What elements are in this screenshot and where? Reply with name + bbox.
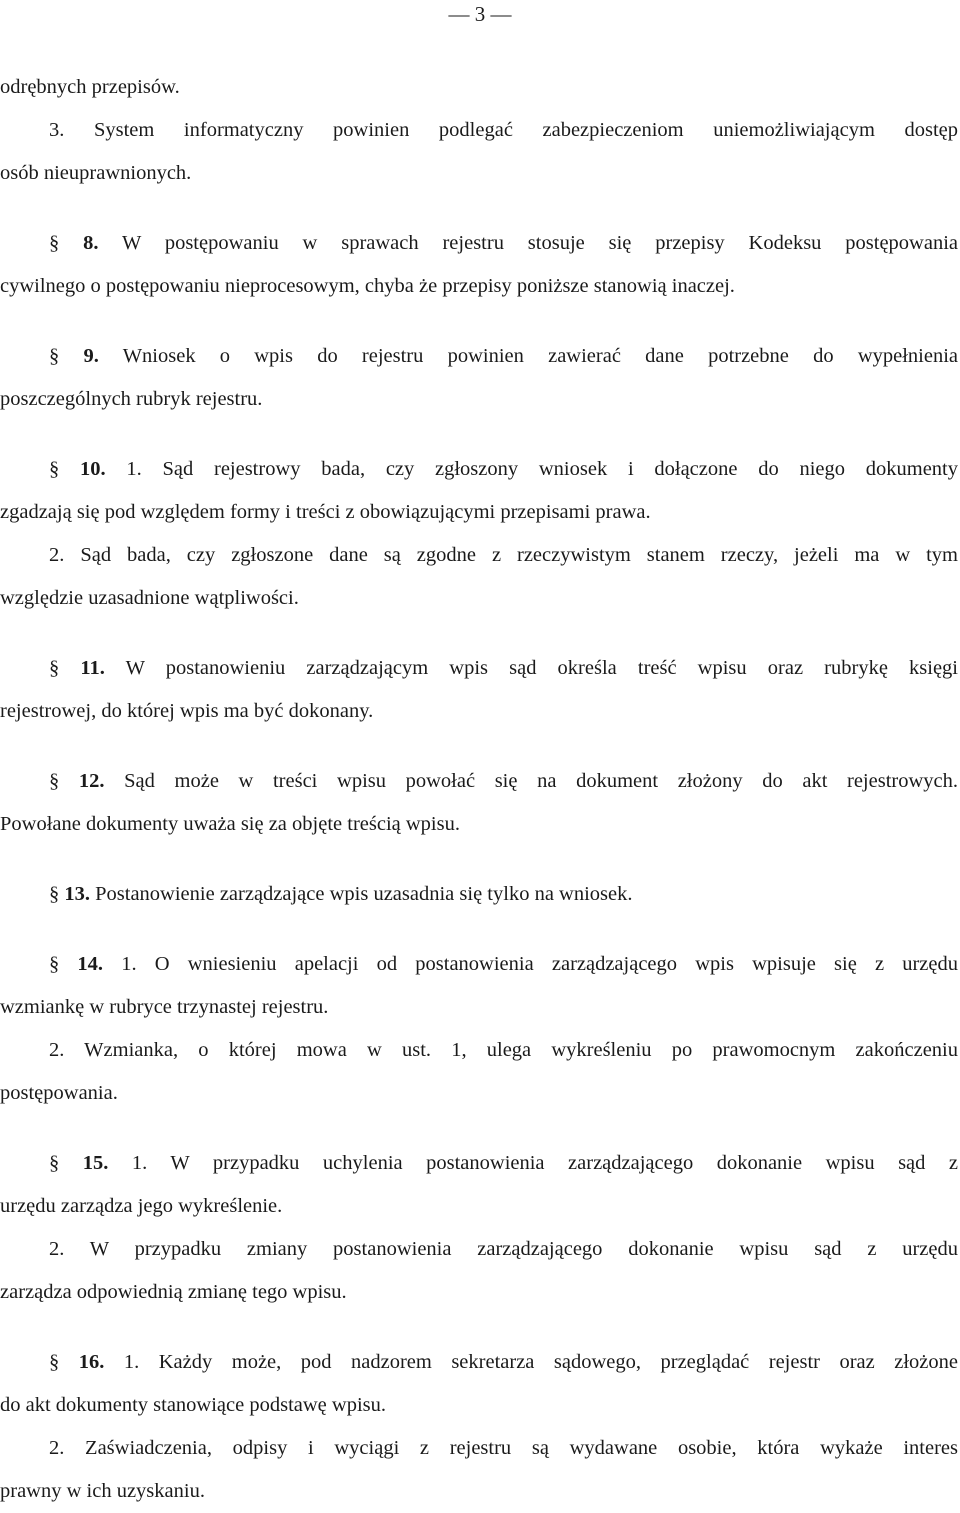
text-line: zgadzają się pod względem formy i treści z obowiązującymi przepisami prawa.	[0, 501, 651, 523]
text-line: względzie uzasadnione wątpliwości.	[0, 587, 299, 609]
text-line: postępowania.	[0, 1082, 118, 1104]
page-number: — 3 —	[448, 2, 512, 26]
section-13: § 13. Postanowienie zarządzające wpis uzasadnia się tylko na wniosek.	[49, 883, 633, 905]
text-line: Powołane dokumenty uważa się za objęte treścią wpisu.	[0, 813, 460, 835]
section-number: 16.	[78, 1351, 105, 1373]
text-line: zarządza odpowiednią zmianę tego wpisu.	[0, 1281, 347, 1303]
section-number: 9.	[83, 345, 99, 367]
text-line: 3. System informatyczny powinien podlegać zabezpieczeniom uniemożliwiającym dostęp	[49, 119, 958, 141]
section-14-ust1: § 14. 1. O wniesieniu apelacji od postanowienia zarządzającego wpis wpisuje się z urzędu wzmiankę w rubryce trzynastej rejestru.	[0, 943, 958, 1029]
section-number: 10.	[80, 458, 106, 480]
section-15-ust1: § 15. 1. W przypadku uchylenia postanowienia zarządzającego dokonanie wpisu sąd z urzędu zarządza jego wykreślenie.	[0, 1142, 958, 1228]
section-10-ust1: § 10. 1. Sąd rejestrowy bada, czy zgłoszony wniosek i dołączone do niego dokumenty zgadzają się pod względem formy i treści z obowiązującymi przepisami prawa.	[0, 448, 958, 534]
text-line: 1. Każdy może, pod nadzorem sekretarza sądowego, przeglądać rejestr oraz złożone	[123, 1351, 958, 1373]
text-line: 2. Wzmianka, o której mowa w ust. 1, ulega wykreśleniu po prawomocnym zakończeniu	[49, 1039, 958, 1061]
section-number: 14.	[77, 953, 104, 975]
section-10-ust2	[0, 534, 958, 620]
section-8: § 8. W postępowaniu w sprawach rejestru stosuje się przepisy Kodeksu postępowania cywilnego o postępowaniu nieprocesowym, chyba że przepisy poniższe stanowią inaczej.	[0, 222, 958, 308]
text-line: 2. Sąd bada, czy zgłoszone dane są zgodne z rzeczywistym stanem rzeczy, jeżeli ma w tym	[49, 544, 958, 566]
section-11: § 11. W postanowieniu zarządzającym wpis sąd określa treść wpisu oraz rubrykę księgi rejestrowej, do której wpis ma być dokonany.	[0, 647, 958, 733]
section-16-ust1: § 16. 1. Każdy może, pod nadzorem sekretarza sądowego, przeglądać rejestr oraz złożone do akt dokumenty stanowiące podstawę wpisu.	[0, 1341, 958, 1427]
paragraph-continuation	[0, 66, 958, 109]
section-9: § 9. Wniosek o wpis do rejestru powinien zawierać dane potrzebne do wypełnienia poszczególnych rubryk rejestru.	[0, 335, 958, 421]
section-12: § 12. Sąd może w treści wpisu powołać się na dokument złożony do akt rejestrowych. Powołane dokumenty uważa się za objęte treścią wpisu.	[0, 760, 958, 846]
text-line: 2. Zaświadczenia, odpisy i wyciągi z rejestru są wydawane osobie, która wykaże interes	[49, 1437, 958, 1459]
text-line: W postępowaniu w sprawach rejestru stosuje się przepisy Kodeksu postępowania	[121, 232, 959, 254]
text-line: Sąd może w treści wpisu powołać się na dokument złożony do akt rejestrowych.	[124, 770, 959, 792]
section-number: 13.	[64, 883, 90, 905]
text-line: prawny w ich uzyskaniu.	[0, 1480, 205, 1502]
text-line: rejestrowej, do której wpis ma być dokonany.	[0, 700, 374, 722]
text-line: 2. W przypadku zmiany postanowienia zarządzającego dokonanie wpisu sąd z urzędu	[49, 1238, 958, 1260]
text-line: 1. Sąd rejestrowy bada, czy zgłoszony wniosek i dołączone do niego dokumenty	[126, 458, 958, 480]
text-line: cywilnego o postępowaniu nieprocesowym, chyba że przepisy poniższe stanowią inaczej.	[0, 275, 735, 297]
text-line: do akt dokumenty stanowiące podstawę wpisu.	[0, 1394, 387, 1416]
text-line: poszczególnych rubryk rejestru.	[0, 388, 263, 410]
text-line: Postanowienie zarządzające wpis uzasadnia się tylko na wniosek.	[95, 883, 633, 905]
section-number: 15.	[82, 1152, 109, 1174]
text-line: W postanowieniu zarządzającym wpis sąd określa treść wpisu oraz rubrykę księgi	[125, 657, 958, 679]
section-16-ust2	[0, 1427, 958, 1513]
text-line: 1. W przypadku uchylenia postanowienia zarządzającego dokonanie wpisu sąd z	[131, 1152, 959, 1174]
text-line: wzmiankę w rubryce trzynastej rejestru.	[0, 996, 329, 1018]
section-14-ust2	[0, 1029, 958, 1115]
section-number: 8.	[83, 232, 99, 254]
paragraph-art7-ust3	[0, 109, 958, 195]
text-line: Wniosek o wpis do rejestru powinien zawierać dane potrzebne do wypełnienia	[122, 345, 959, 367]
text-line: urzędu zarządza jego wykreślenie.	[0, 1195, 283, 1217]
section-number: 11.	[80, 657, 105, 679]
text-line: 1. O wniesieniu apelacji od postanowienia zarządzającego wpis wpisuje się z urzędu	[121, 953, 959, 975]
text-line: odrębnych przepisów.	[0, 76, 180, 98]
section-15-ust2	[0, 1228, 958, 1314]
text-line: osób nieuprawnionych.	[0, 162, 192, 184]
section-number: 12.	[78, 770, 105, 792]
